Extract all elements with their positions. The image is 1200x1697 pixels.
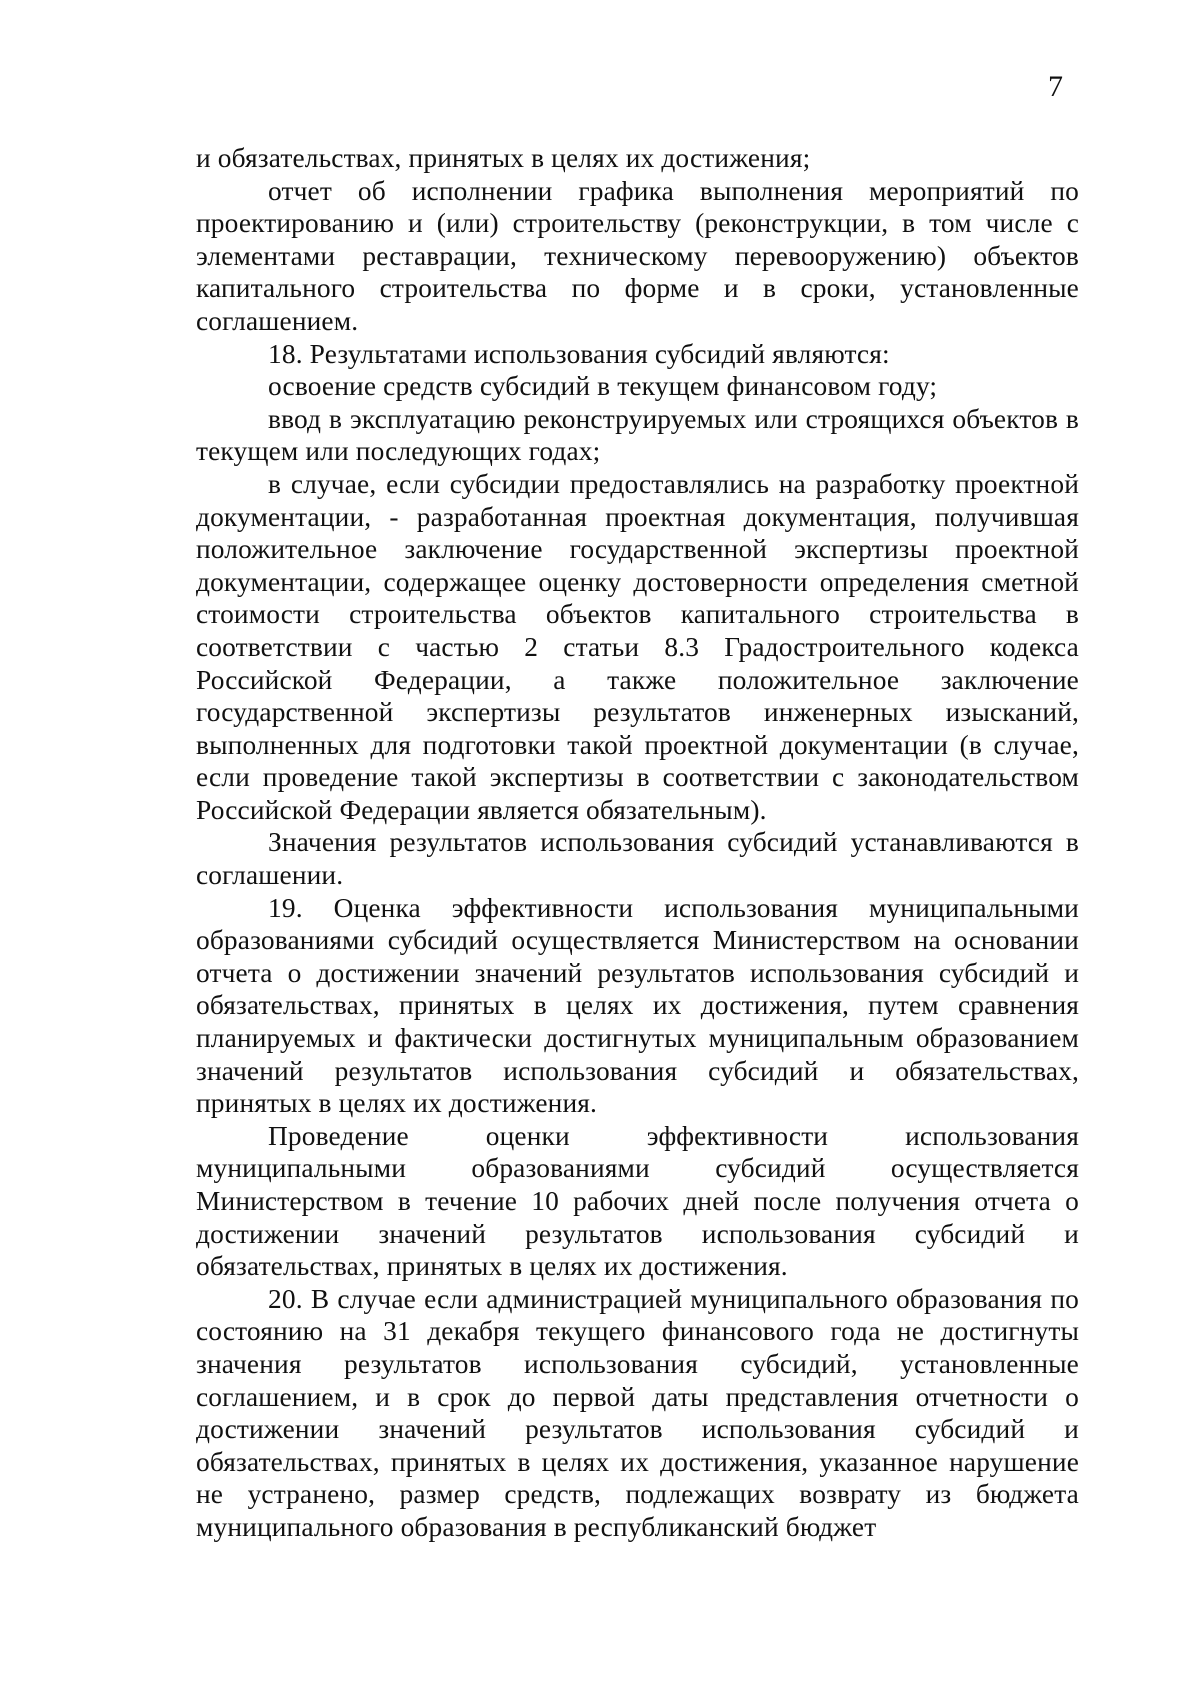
paragraph-commissioning: ввод в эксплуатацию реконструируемых или строящихся объектов в текущем или последующих годах; [196, 403, 1079, 467]
paragraph-evaluation-timing: Проведение оценки эффективности использования муниципальными образованиями субсидий осуществляется Министерством в течение 10 рабочих дней после получения отчета о достижении значений результатов использования субсидий и обязательствах, принятых в целях их достижения. [196, 1120, 1079, 1282]
paragraph-clause-19: 19. Оценка эффективности использования муниципальными образованиями субсидий осуществляется Министерством на основании отчета о достижении значений результатов использования субсидий и обязательствах, принятых в целях их достижения, путем сравнения планируемых и фактически достигнутых муниципальным образованием значений результатов использования субсидий и обязательствах, принятых в целях их достижения. [196, 892, 1079, 1119]
paragraph-clause-20: 20. В случае если администрацией муниципального образования по состоянию на 31 декабря текущего финансового года не достигнуты значения результатов использования субсидий, установленные соглашением, и в срок до первой даты представления отчетности о достижении значений результатов использования субсидий и обязательствах, принятых в целях их достижения, указанное нарушение не устранено, размер средств, подлежащих возврату из бюджета муниципального образования в республиканский бюджет [196, 1283, 1079, 1542]
page-number: 7 [1048, 70, 1063, 103]
document-body [196, 142, 1079, 1544]
paragraph-schedule-report: отчет об исполнении графика выполнения мероприятий по проектированию и (или) строительству (реконструкции, в том числе с элементами реставрации, техническому перевооружению) объектов капитального строительства по форме и в сроки, установленные соглашением. [196, 175, 1079, 336]
paragraph-clause-18: 18. Результатами использования субсидий являются: [268, 338, 890, 369]
paragraph-design-documentation: в случае, если субсидии предоставлялись на разработку проектной документации, - разработанная проектная документация, получившая положительное заключение государственной экспертизы проектной документации, содержащее оценку достоверности определения сметной стоимости строительства объектов капитального строительства в соответствии с частью 2 статьи 8.3 Градостроительного кодекса Российской Федерации, а также положительное заключение государственной экспертизы результатов инженерных изысканий, выполненных для подготовки такой проектной документации (в случае, если проведение такой экспертизы в соответствии с законодательством Российской Федерации является обязательным). [196, 468, 1079, 825]
paragraph-result-values: Значения результатов использования субсидий устанавливаются в соглашении. [196, 827, 1079, 891]
paragraph-funds-development: освоение средств субсидий в текущем финансовом году; [268, 371, 938, 402]
paragraph-obligations-end: и обязательствах, принятых в целях их достижения; [196, 143, 811, 173]
